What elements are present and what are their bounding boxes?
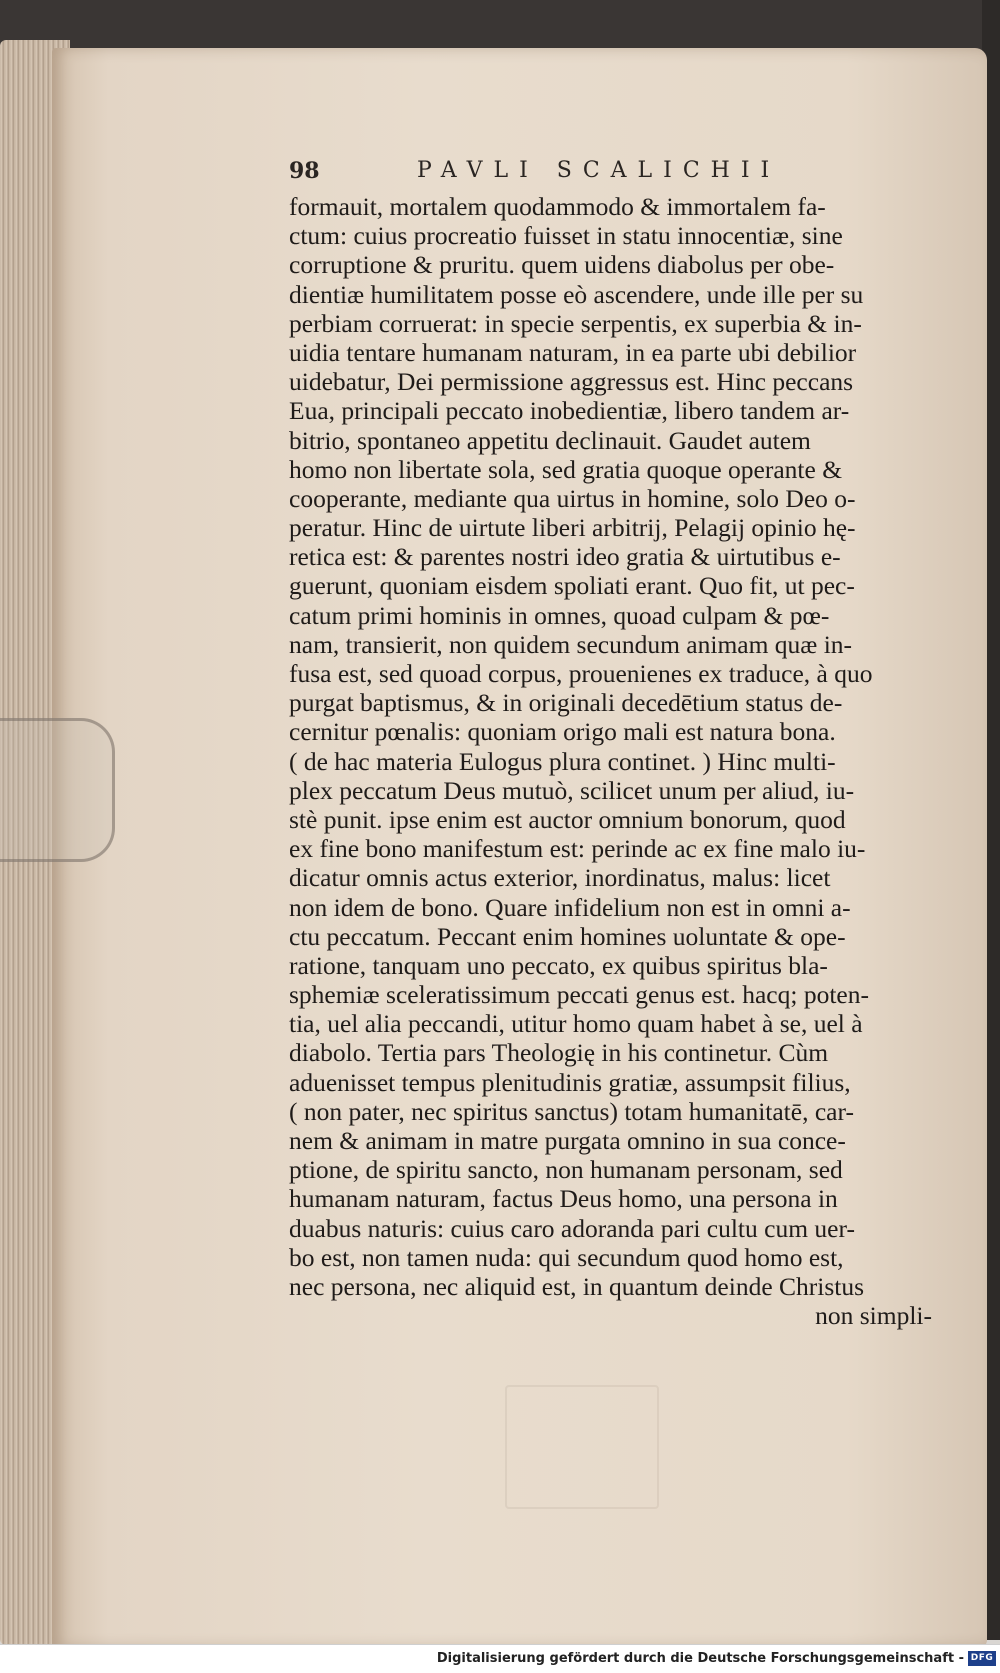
text-line: diabolo. Tertia pars Theologię in his continetur. Cùm bbox=[289, 1038, 829, 1068]
text-line: purgat baptismus, & in originali decedētium status de- bbox=[289, 688, 843, 718]
text-line: guerunt, quoniam eisdem spoliati erant. Quo fit, ut pec- bbox=[289, 571, 855, 601]
text-line: catum primi hominis in omnes, quoad culpam & pœ- bbox=[289, 600, 830, 630]
catchword: non simpli- bbox=[815, 1301, 932, 1331]
funding-credit: Digitalisierung gefördert durch die Deutsche Forschungsgemeinschaft - bbox=[436, 1651, 964, 1666]
text-line: ( non pater, nec spiritus sanctus) totam humanitatē, car- bbox=[289, 1096, 854, 1126]
text-line: sphemiæ sceleratissimum peccati genus est. hacq; poten- bbox=[289, 980, 869, 1010]
text-line: humanam naturam, factus Deus homo, una persona in bbox=[289, 1184, 838, 1214]
text-line: ( de hac materia Eulogus plura continet. ) Hinc multi- bbox=[289, 746, 836, 776]
text-line: duabus naturis: cuius caro adoranda pari cultu cum uer- bbox=[289, 1213, 855, 1243]
library-stamp-bleedthrough bbox=[505, 1385, 659, 1509]
text-line: uidebatur, Dei permissione aggressus est. Hinc peccans bbox=[289, 367, 854, 397]
page-clip bbox=[0, 718, 115, 862]
text-line: ctu peccatum. Peccant enim homines uoluntate & ope- bbox=[289, 921, 846, 951]
text-line: nam, transierit, non quidem secundum animam quæ in- bbox=[289, 629, 853, 659]
text-line: dientiæ humilitatem posse eò ascendere, unde ille per su bbox=[289, 279, 864, 309]
dfg-logo-icon: DFG bbox=[968, 1651, 996, 1666]
text-line: ctum: cuius procreatio fuisset in statu innocentiæ, sine bbox=[289, 221, 843, 251]
text-line: stè punit. ipse enim est auctor omnium bonorum, quod bbox=[289, 804, 846, 834]
running-head: PAVLI SCALICHII bbox=[417, 158, 781, 183]
text-line: ptione, de spiritu sancto, non humanam personam, sed bbox=[289, 1155, 843, 1185]
text-line: Eua, principali peccato inobedientiæ, libero tandem ar- bbox=[289, 396, 850, 426]
body-text bbox=[289, 192, 934, 1330]
text-line: cooperante, mediante qua uirtus in homine, solo Deo o- bbox=[289, 483, 856, 513]
text-line: fusa est, sed quoad corpus, prouenienes ex traduce, à quo bbox=[289, 659, 873, 688]
text-line: nem & animam in matre purgata omnino in sua conce- bbox=[289, 1126, 846, 1155]
text-line: ratione, tanquam uno peccato, ex quibus spiritus bla- bbox=[289, 950, 828, 980]
text-line: plex peccatum Deus mutuò, scilicet unum per aliud, iu- bbox=[289, 775, 855, 805]
digitization-footer bbox=[0, 1644, 1000, 1673]
text-line: ex fine bono manifestum est: perinde ac ex fine malo iu- bbox=[289, 834, 866, 864]
text-line: cernitur pœnalis: quoniam origo mali est natura bona. bbox=[289, 717, 836, 747]
text-line: peratur. Hinc de uirtute liberi arbitrij, Pelagij opinio hę- bbox=[289, 513, 856, 543]
text-line: corruptione & pruritu. quem uidens diabolus per obe- bbox=[289, 250, 835, 280]
page-number: 98 bbox=[289, 158, 320, 184]
text-line: uidia tentare humanam naturam, in ea parte ubi debilior bbox=[289, 337, 857, 367]
text-line: homo non libertate sola, sed gratia quoque operante & bbox=[289, 454, 843, 484]
text-line: tia, uel alia peccandi, utitur homo quam habet à se, uel à bbox=[289, 1009, 863, 1039]
text-line: retica est: & parentes nostri ideo gratia & uirtutibus e- bbox=[289, 542, 841, 572]
text-line: nec persona, nec aliquid est, in quantum deinde Christus bbox=[289, 1271, 865, 1301]
text-line: bitrio, spontaneo appetitu declinauit. Gaudet autem bbox=[289, 425, 811, 455]
text-line: formauit, mortalem quodammodo & immortalem fa- bbox=[289, 192, 826, 221]
text-line: dicatur omnis actus exterior, inordinatus, malus: licet bbox=[289, 863, 831, 893]
text-line: non idem de bono. Quare infidelium non est in omni a- bbox=[289, 892, 851, 922]
text-line: aduenisset tempus plenitudinis gratiæ, assumpsit filius, bbox=[289, 1067, 851, 1097]
text-line: bo est, non tamen nuda: qui secundum quod homo est, bbox=[289, 1242, 844, 1272]
text-line: perbiam corruerat: in specie serpentis, ex superbia & in- bbox=[289, 308, 862, 338]
